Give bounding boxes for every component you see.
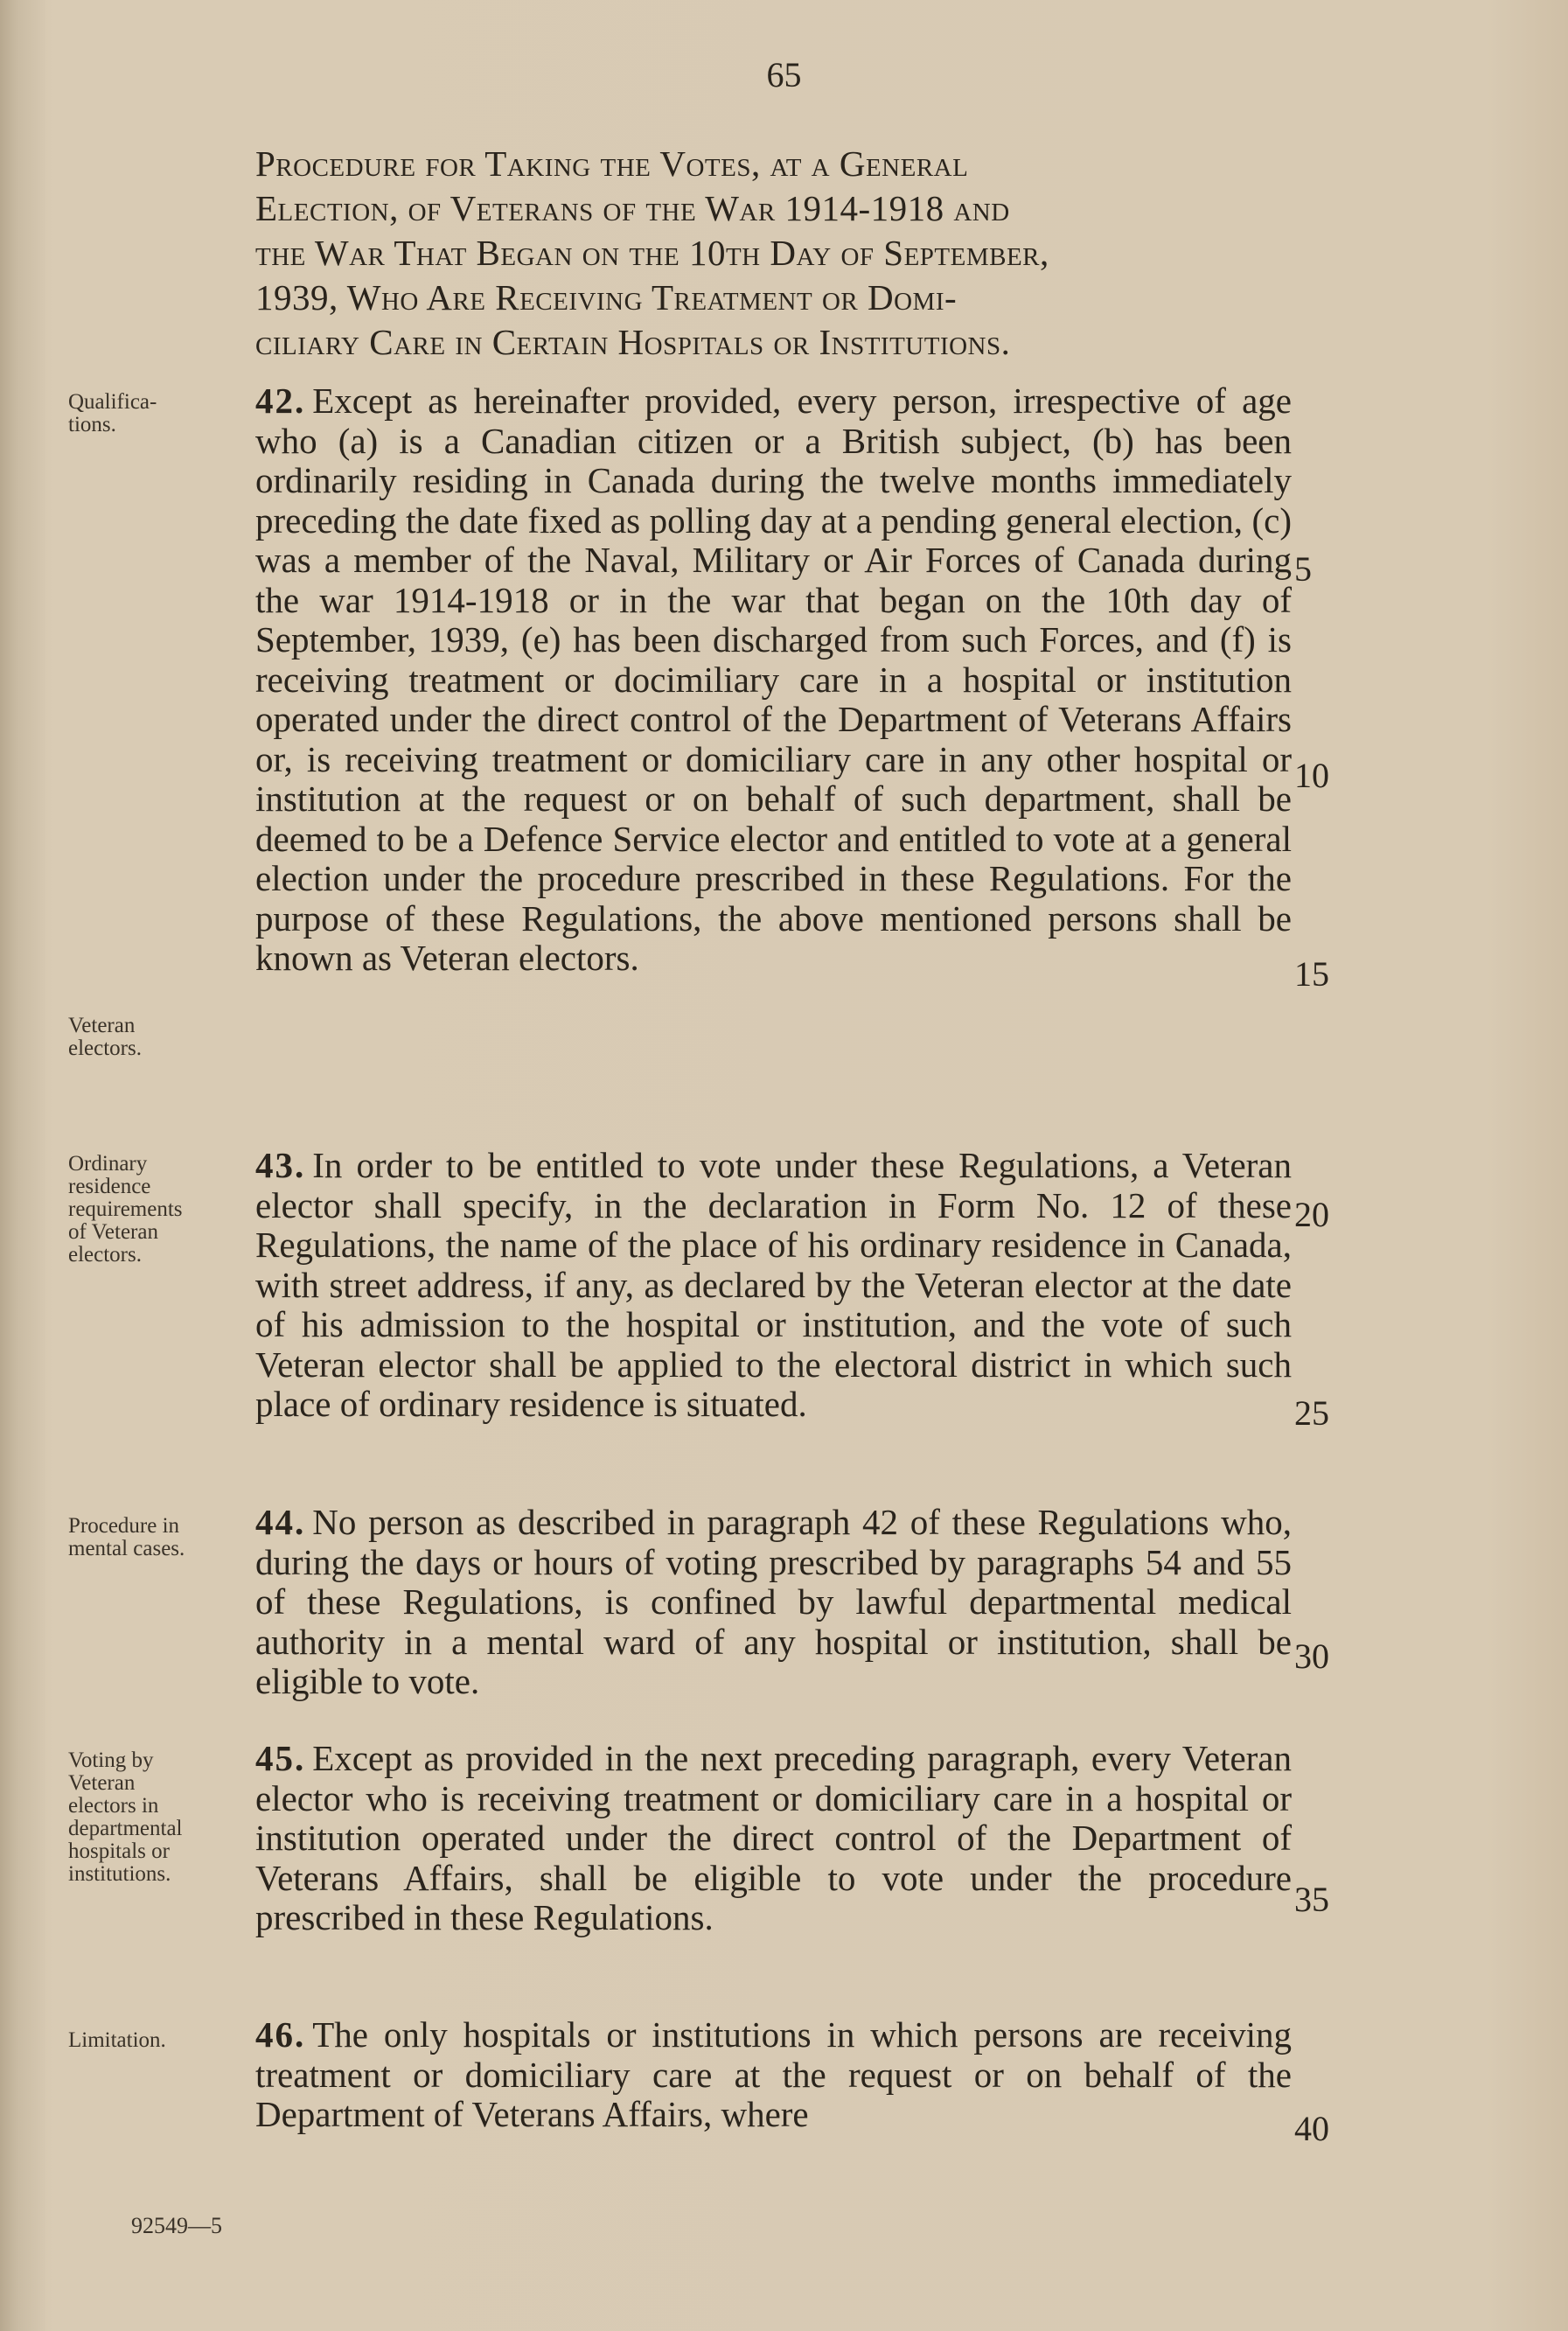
paragraph-text: The only hospitals or institutions in which persons are receiving treatment or domiciliary care at the request or on behalf of the Department of Veterans Affairs, where <box>255 2014 1292 2134</box>
line-number: 35 <box>1294 1880 1329 1919</box>
paragraph-number: 42. <box>255 380 306 421</box>
paragraph-number: 43. <box>255 1145 306 1185</box>
margin-note-ordinary-residence: Ordinary residence requirements of Veteran electors. <box>68 1152 183 1267</box>
title-line: 1939, Who Are Receiving Treatment or Domi- <box>255 277 958 318</box>
paragraph-text: Except as provided in the next preceding paragraph, every Veteran elector who is receiving treatment or domiciliary care in a hospital or institution operated under the direct control of the Department of Veterans Affairs, shall be eligible to vote under the procedure prescribed in these Regulations. <box>255 1738 1292 1937</box>
printer-code: 92549—5 <box>131 2213 222 2238</box>
title-line: the War That Began on the 10th Day of September, <box>255 233 1049 273</box>
page-number: 65 <box>766 55 802 94</box>
section-title <box>255 142 1292 365</box>
paragraph-44 <box>255 1503 1292 1702</box>
paragraph-number: 45. <box>255 1738 306 1778</box>
title-line: Procedure for Taking the Votes, at a General <box>255 143 969 184</box>
paragraph-46 <box>255 2015 1292 2135</box>
paragraph-number: 46. <box>255 2014 306 2055</box>
paragraph-text: In order to be entitled to vote under these Regulations, a Veteran elector shall specify, in the declaration in Form No. 12 of these Regulations, the name of the place of his ordinary residence in Canada, with street address, if any, as declared by the Veteran elector at the date of his admission to the hospital or institution, and the vote of such Veteran elector shall be applied to the electoral district in which such place of ordinary residence is situated. <box>255 1145 1292 1424</box>
title-line: Election, of Veterans of the War 1914-1918 and <box>255 188 1010 228</box>
line-number: 10 <box>1294 756 1329 795</box>
paragraph-45 <box>255 1739 1292 1938</box>
title-line: ciliary Care in Certain Hospitals or Institutions. <box>255 322 1011 362</box>
paragraph-42 <box>255 381 1292 979</box>
line-number: 5 <box>1294 549 1312 589</box>
paragraph-text: No person as described in paragraph 42 of these Regulations who, during the days or hours of voting prescribed by paragraphs 54 and 55 of these Regulations, is confined by lawful departmental medical authority in a mental ward of any hospital or institution, shall be eligible to vote. <box>255 1502 1292 1701</box>
line-number: 40 <box>1294 2109 1329 2148</box>
line-number: 30 <box>1294 1637 1329 1676</box>
paragraph-43 <box>255 1146 1292 1425</box>
margin-note-limitation: Limitation. <box>68 2028 166 2052</box>
line-number: 25 <box>1294 1393 1329 1433</box>
margin-note-procedure-mental: Procedure in mental cases. <box>68 1514 185 1560</box>
paragraph-number: 44. <box>255 1502 306 1542</box>
line-number: 20 <box>1294 1195 1329 1234</box>
line-number: 15 <box>1294 954 1329 994</box>
paragraph-text: Except as hereinafter provided, every person, irrespective of age who (a) is a Canadian citizen or a British subject, (b) has been ordinarily residing in Canada during the twelve months immediately preceding the date fixed as polling day at a pending general election, (c) was a member of the Naval, Military or Air Forces of Canada during the war 1914-1918 or in the war that began on the 10th day of September, 1939, (e) has been discharged from such Forces, and (f) is receiving treatment or docimiliary care in a hospital or institution operated under the direct control of the Department of Veterans Affairs or, is receiving treatment or domiciliary care in any other hospital or institution at the request or on behalf of such department, shall be deemed to be a Defence Service elector and entitled to vote at a general election under the procedure prescribed in these Regulations. For the purpose of these Regulations, the above mentioned persons shall be known as Veteran electors. <box>255 380 1292 978</box>
margin-note-voting-by-veteran: Voting by Veteran electors in departmental hospitals or institutions. <box>68 1748 183 1886</box>
margin-note-qualifications: Qualifica- tions. <box>68 390 157 436</box>
margin-note-veteran-electors: Veteran electors. <box>68 1014 142 1060</box>
binding-edge <box>0 0 45 2331</box>
